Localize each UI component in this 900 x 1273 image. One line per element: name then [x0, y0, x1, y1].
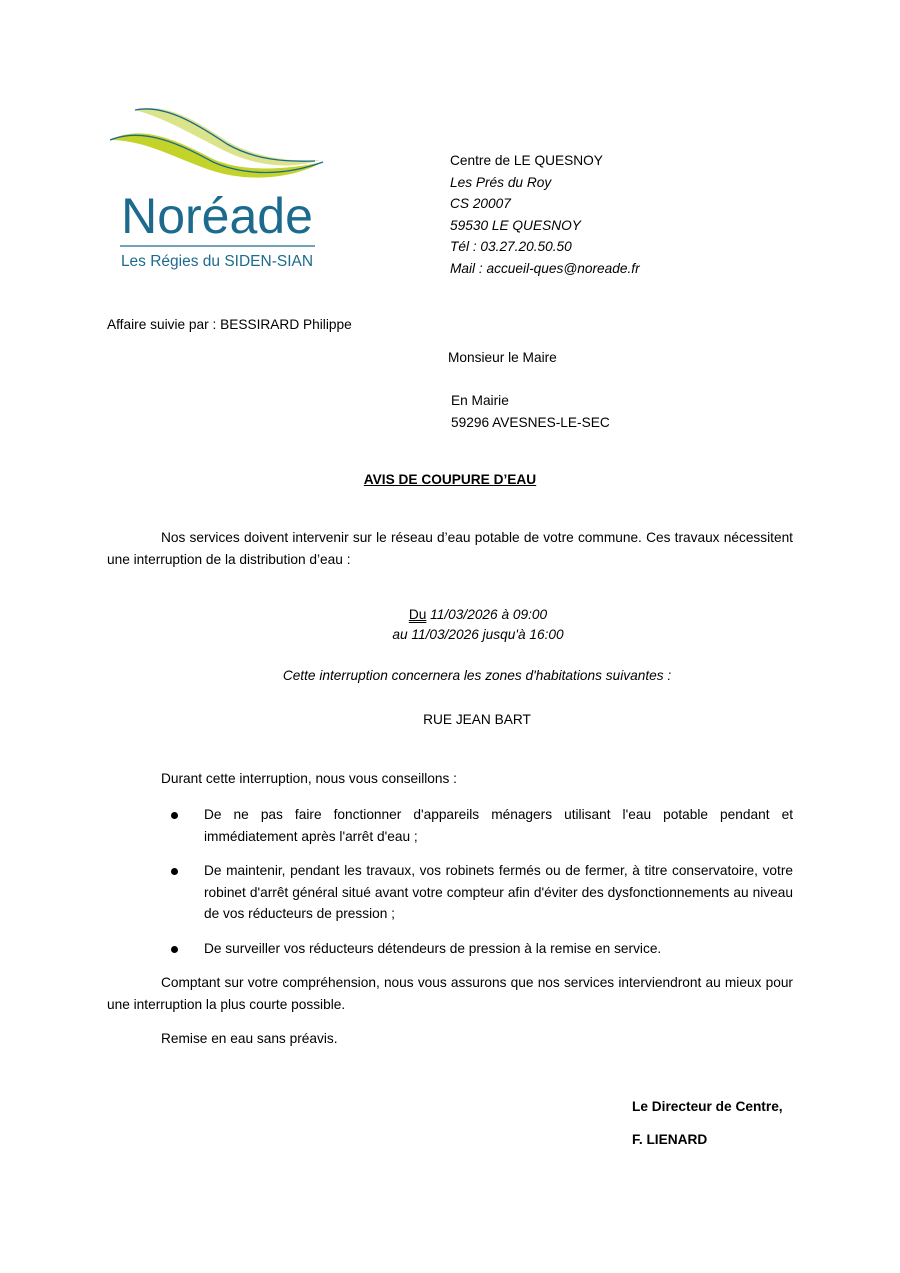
advice-intro: Durant cette interruption, nous vous conseillons :	[161, 771, 457, 786]
affaire-suivie: Affaire suivie par : BESSIRARD Philippe	[107, 317, 352, 332]
signature-title: Le Directeur de Centre,	[632, 1099, 783, 1114]
bullet-icon	[171, 812, 178, 819]
recipient-name: Monsieur le Maire	[448, 350, 557, 365]
sender-city: 59530 LE QUESNOY	[450, 217, 581, 233]
document-title: AVIS DE COUPURE D’EAU	[363, 472, 537, 487]
sender-email: Mail : accueil-ques@noreade.fr	[450, 260, 640, 276]
svg-text:Les Régies du SIDEN-SIAN: Les Régies du SIDEN-SIAN	[120, 253, 314, 270]
bullet-icon	[171, 868, 178, 875]
zones-list: RUE JEAN BART	[423, 712, 531, 727]
advice-item: De maintenir, pendant les travaux, vos robinets fermés ou de fermer, à titre conservatoire, votre robinet d'arrêt général situé avant votre compteur afin d'éviter des dysfonctionnements au niveau de vos réducteurs de pression ;	[204, 863, 793, 921]
closing-paragraph	[107, 972, 793, 1016]
closing-text: Comptant sur votre compréhension, nous vous assurons que nos services interviendront au mieux pour une interruption la plus courte possible.	[107, 975, 793, 1012]
du-label: Du	[408, 607, 427, 622]
remise-text: Remise en eau sans préavis.	[161, 1031, 338, 1046]
sender-street: Les Prés du Roy	[450, 174, 552, 190]
zones-intro: Cette interruption concernera les zones d'habitations suivantes :	[282, 668, 672, 683]
advice-item: De ne pas faire fonctionner d'appareils ménagers utilisant l'eau potable pendant et immédiatement après l'arrêt d'eau ;	[204, 807, 793, 844]
bullet-icon	[171, 946, 178, 953]
period-from	[0, 604, 900, 626]
sender-cs: CS 20007	[450, 196, 511, 211]
svg-text:Noréade: Noréade	[121, 188, 313, 244]
intro-text: Nos services doivent intervenir sur le réseau d’eau potable de votre commune. Ces travaux nécessitent une interruption de la distribution d’eau :	[107, 530, 793, 567]
period-from-value: 11/03/2026 à 09:00	[426, 607, 548, 622]
recipient-line: 59296 AVESNES-LE-SEC	[451, 414, 610, 430]
noreade-logo	[105, 100, 330, 275]
sender-address	[450, 150, 640, 279]
sender-center: Centre de LE QUESNOY	[450, 153, 603, 168]
advice-item: De surveiller vos réducteurs détendeurs de pression à la remise en service.	[204, 941, 662, 956]
recipient-line: En Mairie	[451, 393, 509, 408]
signature-name: F. LIENARD	[632, 1132, 708, 1147]
period-to: au 11/03/2026 jusqu'à 16:00	[392, 627, 564, 642]
sender-phone: Tél : 03.27.20.50.50	[450, 239, 572, 254]
recipient-address	[451, 390, 610, 433]
intro-paragraph	[107, 527, 793, 571]
wave-logo-icon	[105, 100, 330, 275]
